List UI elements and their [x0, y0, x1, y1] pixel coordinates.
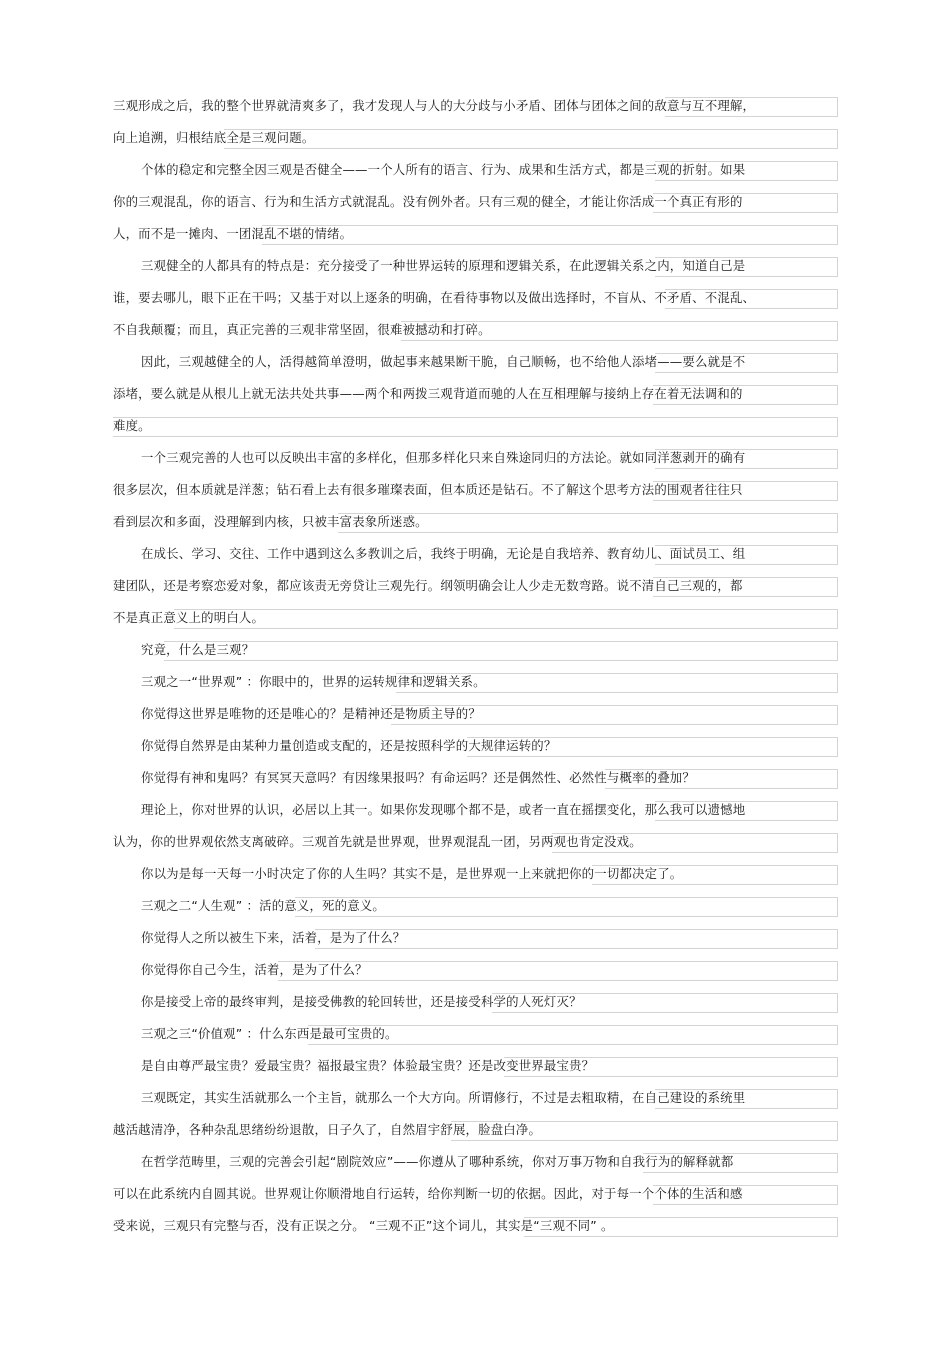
- paragraph: [113, 986, 838, 1018]
- text-line: [113, 506, 838, 538]
- text-line: [113, 1082, 838, 1114]
- line-text: 三观之一“世界观” ：你眼中的，世界的运转规律和逻辑关系。: [141, 674, 486, 689]
- paragraph: [113, 858, 838, 890]
- paragraph: [113, 346, 838, 442]
- line-text: 看到层次和多面，没理解到内核，只被丰富表象所迷惑。: [113, 514, 428, 529]
- line-text: 你觉得你自己今生，活着，是为了什么？: [141, 962, 368, 977]
- paragraph: [113, 1146, 838, 1242]
- line-text: 谁，要去哪儿，眼下正在干吗；又基于对以上逐条的明确，在看待事物以及做出选择时，不盲从、不矛盾、不混乱、: [113, 290, 756, 305]
- text-line: [113, 666, 838, 698]
- text-line: [113, 1050, 838, 1082]
- paragraph: [113, 922, 838, 954]
- text-line: [113, 762, 838, 794]
- text-line: [113, 634, 838, 666]
- line-text: 是自由尊严最宝贵？爱最宝贵？福报最宝贵？体验最宝贵？还是改变世界最宝贵？: [141, 1058, 595, 1073]
- line-text: 理论上，你对世界的认识，必居以上其一。如果你发现哪个都不是，或者一直在摇摆变化，那么我可以遗憾地: [141, 802, 746, 817]
- text-line: [113, 474, 838, 506]
- line-text: 难度。: [113, 418, 151, 433]
- line-text: 三观形成之后，我的整个世界就清爽多了，我才发现人与人的大分歧与小矛盾、团体与团体之间的敌意与互不理解，: [113, 98, 756, 113]
- text-line: [113, 218, 838, 250]
- line-text: 不是真正意义上的明白人。: [113, 610, 265, 625]
- line-text: 认为，你的世界观依然支离破碎。三观首先就是世界观，世界观混乱一团，另两观也肯定没戏。: [113, 834, 642, 849]
- document-body: [113, 90, 838, 1242]
- paragraph: [113, 794, 838, 858]
- line-text: 三观既定，其实生活就那么一个主旨，就那么一个大方向。所谓修行，不过是去粗取精，在自己建设的系统里: [141, 1090, 746, 1105]
- line-text: 一个三观完善的人也可以反映出丰富的多样化，但那多样化只来自殊途同归的方法论。就如同洋葱剥开的确有: [141, 450, 746, 465]
- line-text: 三观之二“人生观” ：活的意义，死的意义。: [141, 898, 386, 913]
- line-text: 不自我颠覆；而且，真正完善的三观非常坚固，很难被撼动和打碎。: [113, 322, 491, 337]
- paragraph: [113, 538, 838, 634]
- text-line: [113, 282, 838, 314]
- line-text: 在哲学范畴里，三观的完善会引起“剧院效应”——你遵从了哪种系统，你对万事万物和自我行为的解释就都: [141, 1154, 734, 1169]
- line-text: 你觉得有神和鬼吗？有冥冥天意吗？有因缘果报吗？有命运吗？还是偶然性、必然性与概率的叠加？: [141, 770, 695, 785]
- text-line: [113, 122, 838, 154]
- line-text: 受来说，三观只有完整与否，没有正误之分。 “三观不正”这个词儿，其实是“三观不同” 。: [113, 1218, 614, 1233]
- text-line: [113, 250, 838, 282]
- text-line: [113, 1114, 838, 1146]
- paragraph: [113, 634, 838, 666]
- text-line: [113, 410, 838, 442]
- text-line: [113, 730, 838, 762]
- text-line: [113, 890, 838, 922]
- text-line: [113, 986, 838, 1018]
- text-line: [113, 186, 838, 218]
- scan-artifact-box: [224, 129, 838, 149]
- line-text: 在成长、学习、交往、工作中遇到这么多教训之后，我终于明确，无论是自我培养、教育幼儿、面试员工、组: [141, 546, 746, 561]
- line-text: 三观之三“价值观” ：什么东西是最可宝贵的。: [141, 1026, 398, 1041]
- line-text: 向上追溯，归根结底全是三观问题。: [113, 130, 315, 145]
- paragraph: [113, 90, 838, 154]
- line-text: 三观健全的人都具有的特点是：充分接受了一种世界运转的原理和逻辑关系，在此逻辑关系之内，知道自己是: [141, 258, 746, 273]
- line-text: 建团队，还是考察恋爱对象，都应该责无旁贷让三观先行。纲领明确会让人少走无数弯路。说不清自己三观的，都: [113, 578, 743, 593]
- paragraph: [113, 698, 838, 730]
- scan-artifact-box: [174, 609, 838, 629]
- text-line: [113, 570, 838, 602]
- paragraph: [113, 890, 838, 922]
- scan-artifact-box: [164, 641, 838, 661]
- line-text: 你以为是每一天每一小时决定了你的人生吗？其实不是，是世界观一上来就把你的一切都决定了。: [141, 866, 683, 881]
- line-text: 你是接受上帝的最终审判，是接受佛教的轮回转世，还是接受科学的人死灯灭？: [141, 994, 582, 1009]
- text-line: [113, 1210, 838, 1242]
- line-text: 人，而不是一摊肉、一团混乱不堪的情绪。: [113, 226, 353, 241]
- text-line: [113, 826, 838, 858]
- paragraph: [113, 442, 838, 538]
- line-text: 越活越清净，各种杂乱思绪纷纷退散，日子久了，自然眉宇舒展，脸盘白净。: [113, 1122, 542, 1137]
- text-line: [113, 442, 838, 474]
- text-line: [113, 154, 838, 186]
- text-line: [113, 954, 838, 986]
- line-text: 你觉得人之所以被生下来，活着，是为了什么？: [141, 930, 406, 945]
- text-line: [113, 1178, 838, 1210]
- paragraph: [113, 1018, 838, 1050]
- line-text: 因此，三观越健全的人，活得越简单澄明，做起事来越果断干脆，自己顺畅，也不给他人添堵——要么就是不: [141, 354, 746, 369]
- text-line: [113, 90, 838, 122]
- text-line: [113, 602, 838, 634]
- text-line: [113, 922, 838, 954]
- line-text: 你的三观混乱，你的语言、行为和生活方式就混乱。没有例外者。只有三观的健全，才能让你活成一个真正有形的: [113, 194, 743, 209]
- line-text: 究竟，什么是三观？: [141, 642, 255, 657]
- text-line: [113, 314, 838, 346]
- paragraph: [113, 250, 838, 346]
- text-line: [113, 346, 838, 378]
- text-line: [113, 858, 838, 890]
- line-text: 你觉得这世界是唯物的还是唯心的？是精神还是物质主导的？: [141, 706, 481, 721]
- paragraph: [113, 1082, 838, 1146]
- line-text: 很多层次，但本质就是洋葱；钻石看上去有很多璀璨表面，但本质还是钻石。不了解这个思考方法的围观者往往只: [113, 482, 743, 497]
- text-line: [113, 1018, 838, 1050]
- text-line: [113, 1146, 838, 1178]
- scan-artifact-box: [113, 417, 838, 437]
- line-text: 你觉得自然界是由某种力量创造或支配的，还是按照科学的大规律运转的？: [141, 738, 557, 753]
- paragraph: [113, 730, 838, 762]
- paragraph: [113, 154, 838, 250]
- text-line: [113, 794, 838, 826]
- paragraph: [113, 666, 838, 698]
- text-line: [113, 698, 838, 730]
- line-text: 个体的稳定和完整全因三观是否健全——一个人所有的语言、行为、成果和生活方式，都是三观的折射。如果: [141, 162, 746, 177]
- paragraph: [113, 762, 838, 794]
- text-line: [113, 378, 838, 410]
- line-text: 可以在此系统内自圆其说。世界观让你顺滑地自行运转，给你判断一切的依据。因此，对于每一个个体的生活和感: [113, 1186, 743, 1201]
- text-line: [113, 538, 838, 570]
- line-text: 添堵，要么就是从根儿上就无法共处共事——两个和两拨三观背道而驰的人在互相理解与接纳上存在着无法调和的: [113, 386, 743, 401]
- paragraph: [113, 1050, 838, 1082]
- paragraph: [113, 954, 838, 986]
